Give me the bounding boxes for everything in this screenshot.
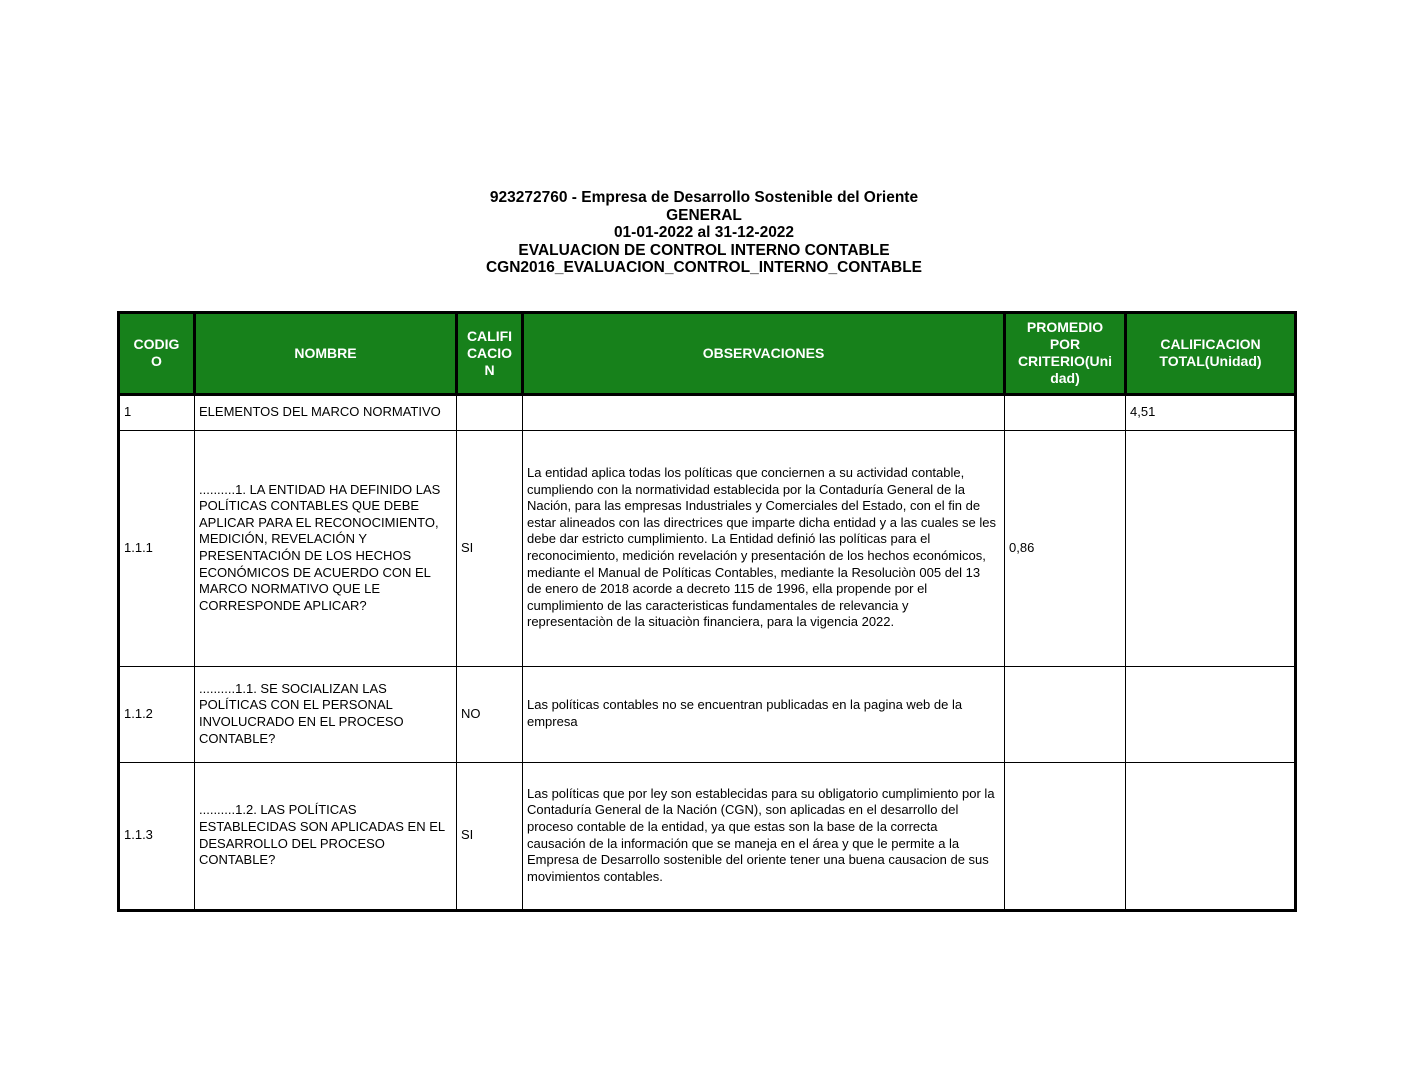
- column-header-promedio: [1005, 312, 1126, 394]
- column-header-promedio-label: PROMEDIO POR CRITERIO(Unidad): [1017, 319, 1113, 386]
- cell-promedio: [1005, 394, 1126, 430]
- table-row: [119, 762, 1296, 910]
- report-name-line: EVALUACION DE CONTROL INTERNO CONTABLE: [518, 241, 890, 259]
- column-header-calificacion-label: CALIFICACION: [466, 327, 513, 378]
- column-header-codigo-label: CODIGO: [133, 336, 180, 369]
- cell-calificacion: SI: [457, 762, 523, 910]
- cell-codigo: 1: [119, 394, 195, 430]
- report-code-line: CGN2016_EVALUACION_CONTROL_INTERNO_CONTABLE: [485, 259, 923, 276]
- cell-observaciones: Las políticas contables no se encuentran publicadas en la pagina web de la empresa: [523, 666, 1005, 762]
- evaluation-table: [117, 311, 1297, 912]
- column-header-calificacion-total-label: CALIFICACION TOTAL(Unidad): [1159, 336, 1262, 369]
- cell-nombre: ..........1.1. SE SOCIALIZAN LAS POLÍTICAS CON EL PERSONAL INVOLUCRADO EN EL PROCESO CONTABLE?: [195, 666, 457, 762]
- column-header-nombre-label: NOMBRE: [294, 344, 357, 361]
- report-entity-line: 923272760 - Empresa de Desarrollo Sostenible del Oriente: [489, 189, 919, 206]
- table-header-row: [119, 312, 1296, 394]
- table-row: [119, 430, 1296, 666]
- cell-calificacion-total: [1126, 666, 1296, 762]
- cell-nombre: ..........1.2. LAS POLÍTICAS ESTABLECIDAS SON APLICADAS EN EL DESARROLLO DEL PROCESO CONTABLE?: [195, 762, 457, 910]
- column-header-nombre: [195, 312, 457, 394]
- report-scope-line: GENERAL: [666, 206, 742, 224]
- report-title-block: [0, 0, 1408, 277]
- cell-calificacion: SI: [457, 430, 523, 666]
- cell-promedio: 0,86: [1005, 430, 1126, 666]
- column-header-observaciones: [523, 312, 1005, 394]
- cell-calificacion-total: [1126, 762, 1296, 910]
- cell-calificacion-total: [1126, 430, 1296, 666]
- column-header-calificacion-total: [1126, 312, 1296, 394]
- cell-promedio: [1005, 762, 1126, 910]
- report-period-line: 01-01-2022 al 31-12-2022: [613, 224, 795, 241]
- cell-observaciones: [523, 394, 1005, 430]
- cell-observaciones: Las políticas que por ley son establecidas para su obligatorio cumplimiento por la Contaduría General de la Nación (CGN), son aplicadas en el desarrollo del proceso contable de la entidad, ya que estas son la base de la correcta causación de la información que se maneja en el área y que le permite a la Empresa de Desarrollo sostenible del oriente tener una buena causacion de sus movimientos contables.: [523, 762, 1005, 910]
- cell-calificacion-total: 4,51: [1126, 394, 1296, 430]
- cell-promedio: [1005, 666, 1126, 762]
- cell-codigo: 1.1.2: [119, 666, 195, 762]
- cell-codigo: 1.1.3: [119, 762, 195, 910]
- cell-codigo: 1.1.1: [119, 430, 195, 666]
- cell-observaciones: La entidad aplica todas los políticas que conciernen a su actividad contable, cumpliendo con la normatividad establecida por la Contaduría General de la Nación, para las empresas Industriales y Comerciales del Estado, con el fin de estar alineados con las directrices que imparte dicha entidad y a las cuales se les debe dar estricto cumplimiento. La Entidad definió las políticas para el reconocimiento, medición revelación y presentación de los hechos económicos, mediante el Manual de Políticas Contables, mediante la Resoluciòn 005 del 13 de enero de 2018 acorde a decreto 115 de 1996, ella propende por el cumplimiento de las caracteristicas fundamentales de relevancia y representaciòn de la situaciòn financiera, para la vigencia 2022.: [523, 430, 1005, 666]
- column-header-observaciones-label: OBSERVACIONES: [702, 344, 825, 361]
- column-header-codigo: [119, 312, 195, 394]
- cell-calificacion: [457, 394, 523, 430]
- table-row: [119, 394, 1296, 430]
- cell-nombre: ..........1. LA ENTIDAD HA DEFINIDO LAS POLÍTICAS CONTABLES QUE DEBE APLICAR PARA EL RECONOCIMIENTO, MEDICIÓN, REVELACIÓN Y PRESENTACIÓN DE LOS HECHOS ECONÓMICOS DE ACUERDO CON EL MARCO NORMATIVO QUE LE CORRESPONDE APLICAR?: [195, 430, 457, 666]
- table-row: [119, 666, 1296, 762]
- cell-nombre: ELEMENTOS DEL MARCO NORMATIVO: [195, 394, 457, 430]
- column-header-calificacion: [457, 312, 523, 394]
- cell-calificacion: NO: [457, 666, 523, 762]
